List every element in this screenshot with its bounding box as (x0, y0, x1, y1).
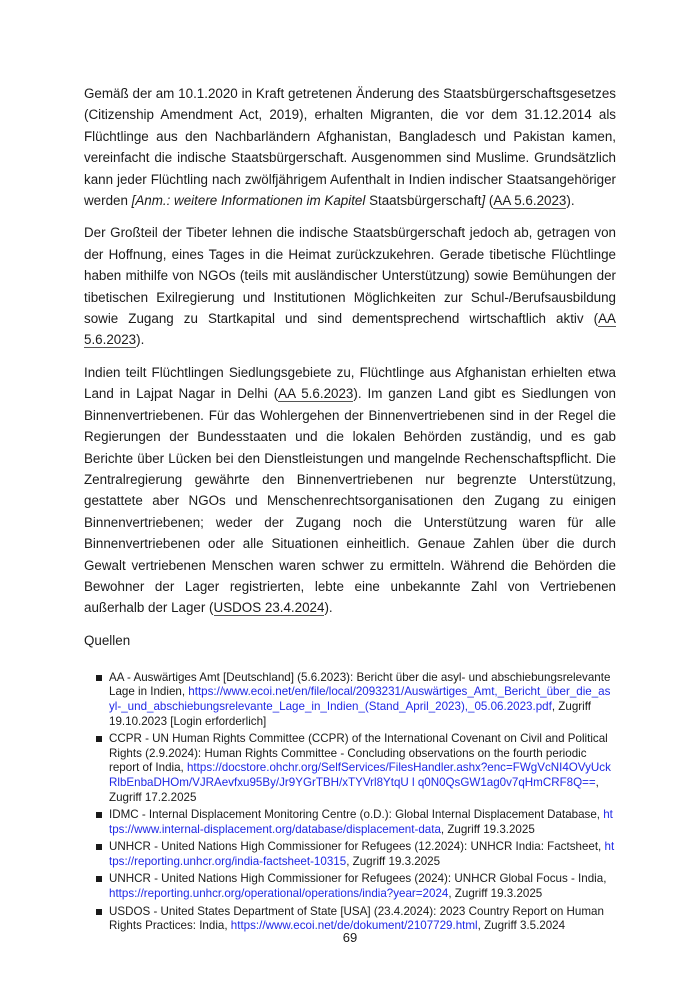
paragraph-text: Der Großteil der Tibeter lehnen die indische Staatsbürgerschaft jedoch ab, getragen von der Hoffnung, eines Tages in die Heimat zurückzukehren. Gerade tibetische Flüchtlinge haben mithilfe von NGOs (teils mit ausländischer Unterstützung) sowie Bemühungen der tibetischen Exilregierung und Institutionen Möglichkeiten zur Schul-/Berufsausbildung sowie Zugang zu Startkapital und sind dementsprechend wirtschaftlich aktiv ( (84, 225, 616, 327)
source-text: UNHCR - United Nations High Commissioner for Refugees (2024): UNHCR Global Focus - India, (109, 872, 607, 886)
paragraph-settlements (84, 362, 616, 619)
source-url-link[interactable]: https://reporting.unhcr.org/india-factsheet-10315 (109, 840, 615, 868)
document-page (84, 83, 616, 937)
source-url-link[interactable]: https://www.ecoi.net/en/file/local/2093231/Auswärtiges_Amt,_Bericht_über_die_asyl-_und_abschiebungsrelevante_Lage_in_Indien_(Stand_April_2023),_05.06.2023.pdf (109, 685, 611, 713)
source-text: CCPR - UN Human Rights Committee (CCPR) of the International Covenant on Civil and Political Rights (2.9.2024): Human Rights Committee - Concluding observations on the fourth periodic report of India, (109, 732, 608, 775)
page-number: 69 (342, 930, 358, 945)
sources-heading: Quellen (84, 632, 131, 648)
paren-close: ). (324, 600, 333, 616)
bullet-square-icon (96, 876, 102, 882)
paragraph-citizenship (84, 83, 616, 211)
source-url-link[interactable]: https://reporting.unhcr.org/operational/operations/india?year=2024 (109, 887, 449, 901)
paren-close: ). (566, 193, 575, 209)
source-item (96, 732, 616, 805)
citation-link[interactable]: AA 5.6.2023 (278, 386, 354, 402)
paragraph-text: Indien teilt Flüchtlingen Siedlungsgebiete zu, Flüchtlinge aus Afghanistan erhielten etwa Land in Lajpat Nagar in Delhi ( (84, 364, 616, 402)
source-item (96, 808, 616, 837)
source-text: AA - Auswärtiges Amt [Deutschland] (5.6.2023): Bericht über die asyl- und abschiebungsrelevante Lage in Indien, (109, 670, 611, 699)
citation-link[interactable]: AA 5.6.2023 (493, 193, 567, 209)
source-access-date: , Zugriff 19.3.2025 (346, 854, 441, 868)
bullet-square-icon (96, 909, 102, 915)
sources-list (84, 671, 616, 934)
source-access-date: , Zugriff 19.10.2023 [Login erforderlich] (109, 699, 591, 728)
source-access-date: , Zugriff 17.2.2025 (109, 775, 599, 804)
paren-open: ( (485, 193, 494, 209)
source-item (96, 840, 616, 869)
citation-link[interactable]: USDOS 23.4.2024 (213, 600, 325, 616)
source-url-link[interactable]: https://www.ecoi.net/de/dokument/2107729.html (230, 919, 478, 933)
source-access-date: , Zugriff 3.5.2024 (477, 919, 566, 933)
source-access-date: , Zugriff 19.3.2025 (440, 822, 535, 836)
bullet-square-icon (96, 844, 102, 850)
annotation-italic: [Anm.: weitere Informationen im Kapitel (131, 193, 366, 209)
bullet-square-icon (96, 675, 102, 681)
source-text: IDMC - Internal Displacement Monitoring Centre (o.D.): Global Internal Displacement Database, (109, 808, 604, 822)
annotation-close: ] (481, 193, 486, 209)
source-url-link[interactable]: https://docstore.ohchr.org/SelfServices/FilesHandler.ashx?enc=FWgVcNI4OVyUckRlbEnbaDHOm/VJRAevfxu95By/Jr9YGrTBH/xTYVrl8YtqU l q0N0QsGW1ag0v7qHmCRF8Q== (109, 761, 611, 789)
bullet-square-icon (96, 736, 102, 742)
paragraph-tibetans (84, 222, 616, 350)
paragraph-text: Gemäß der am 10.1.2020 in Kraft getretenen Änderung des Staatsbürgerschaftsgesetzes (Citizenship Amendment Act, 2019), erhalten Migranten, die vor dem 31.12.2014 als Flüchtlinge aus den Nachbarländern Afghanistan, Bangladesch und Pakistan kamen, vereinfacht die indische Staatsbürgerschaft. Ausgenommen sind Muslime. Grundsätzlich kann jeder Flüchtling nach zwölfjährigem Aufenthalt in Indien indischer Staatsangehöriger werden (84, 86, 616, 209)
source-access-date: , Zugriff 19.3.2025 (448, 887, 543, 901)
source-item (96, 671, 616, 729)
citation-link[interactable]: AA 5.6.2023 (84, 311, 616, 348)
paren-close: ). (136, 332, 145, 348)
paragraph-text: ). Im ganzen Land gibt es Siedlungen von Binnenvertriebenen. Für das Wohlergehen der Binnenvertriebenen sind in der Regel die Regierungen der Bundesstaaten und die lokalen Behörden zuständig, und es gab Berichte über Lücken bei den Dienstleistungen und mangelnde Rechenschaftspflicht. Die Zentralregierung gewährte den Binnenvertriebenen nur begrenzte Unterstützung, gestattete aber NGOs und Menschenrechtsorganisationen den Zugang zu einigen Binnenvertriebenen; weder der Zugang noch die Unterstützung waren für alle Binnenvertriebenen oder alle Situationen einheitlich. Genaue Zahlen über die durch Gewalt vertriebenen Menschen waren schwer zu ermitteln. Während die Behörden die Bewohner der Lager registrierten, lebte eine unbekannte Zahl von Vertriebenen außerhalb der Lager ( (84, 386, 617, 616)
bullet-square-icon (96, 812, 102, 818)
source-item (96, 872, 616, 901)
source-text: UNHCR - United Nations High Commissioner for Refugees (12.2024): UNHCR India: Factsheet, (109, 840, 605, 854)
annotation-chapter-name: Staatsbürgerschaft (365, 193, 482, 209)
source-url-link[interactable]: https://www.internal-displacement.org/database/displacement-data (109, 808, 613, 836)
source-text: USDOS - United States Department of State [USA] (23.4.2024): 2023 Country Report on Human Rights Practices: India, (109, 904, 604, 933)
